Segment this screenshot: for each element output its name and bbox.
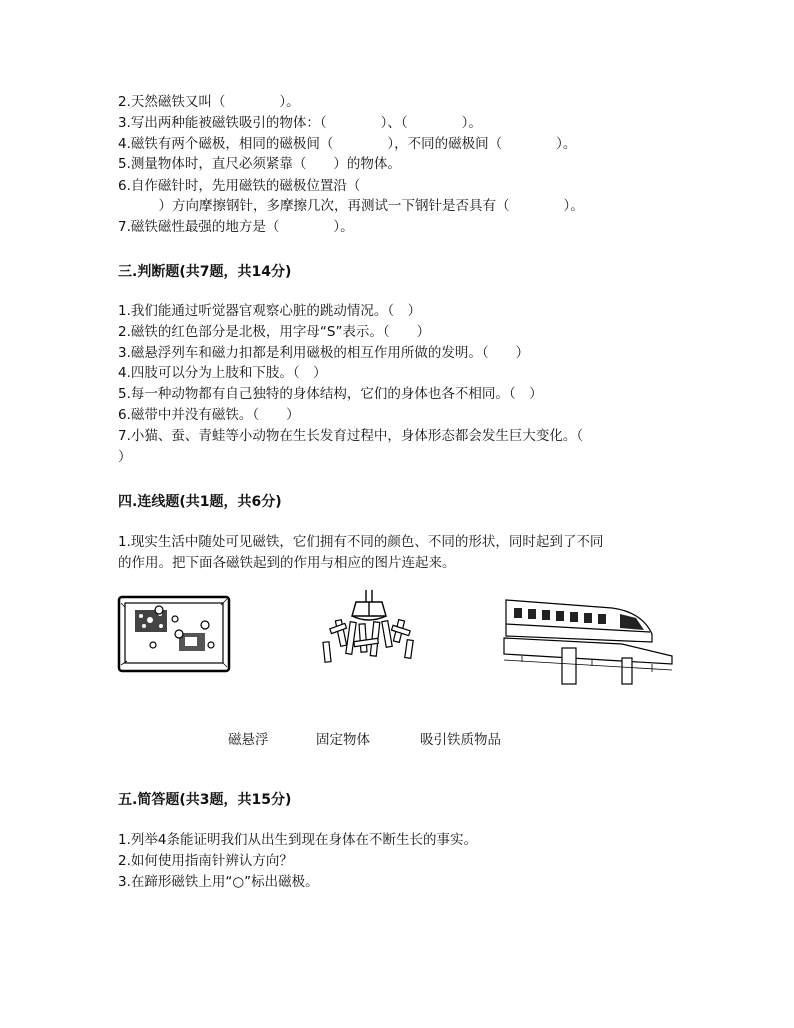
tf-question-4: 4.四肢可以分为上肢和下肢。（ ） — [118, 365, 327, 381]
question-5: 5.测量物体时，直尺必须紧靠（ ）的物体。 — [118, 156, 401, 172]
question-4: 4.磁铁有两个磁极，相同的磁极间（ ），不同的磁极间（ ）。 — [118, 136, 577, 152]
question-6-line-2: ）方向摩擦钢针，多摩擦几次，再测试一下钢针是否具有（ ）。 — [118, 198, 584, 214]
question-3: 3.写出两种能被磁铁吸引的物体：（ ）、（ ）。 — [118, 115, 482, 131]
matching-question-line-1: 1.现实生活中随处可见磁铁，它们拥有不同的颜色、不同的形状，同时起到了不同 — [118, 534, 604, 550]
short-question-2: 2.如何使用指南针辨认方向？ — [118, 853, 293, 869]
label-attract-iron: 吸引铁质物品 — [420, 732, 501, 748]
label-fix-objects: 固定物体 — [316, 732, 370, 748]
crane-magnet-image — [316, 588, 424, 672]
label-maglev: 磁悬浮 — [228, 732, 269, 748]
tf-question-7-line-2: ） — [118, 449, 132, 465]
tf-question-2: 2.磁铁的红色部分是北极，用字母“S”表示。（ ） — [118, 324, 431, 340]
tf-question-7-line-1: 7.小猫、蚕、青蛙等小动物在生长发育过程中，身体形态都会发生巨大变化。（ — [118, 428, 584, 444]
question-7: 7.磁铁磁性最强的地方是（ ）。 — [118, 219, 354, 235]
maglev-train-image — [502, 594, 674, 686]
short-question-1: 1.列举4条能证明我们从出生到现在身体在不断生长的事实。 — [118, 832, 477, 848]
tf-question-6: 6.磁带中并没有磁铁。（ ） — [118, 407, 300, 423]
section-4-heading: 四.连线题(共1题，共6分) — [118, 494, 282, 510]
tf-question-3: 3.磁悬浮列车和磁力扣都是利用磁极的相互作用所做的发明。（ ） — [118, 345, 530, 361]
section-3-heading: 三.判断题(共7题，共14分) — [118, 264, 292, 280]
question-6-line-1: 6.自作磁针时，先用磁铁的磁极位置沿（ — [118, 178, 361, 194]
tf-question-1: 1.我们能通过听觉器官观察心脏的跳动情况。（ ） — [118, 303, 422, 319]
short-question-3: 3.在蹄形磁铁上用“○”标出磁极。 — [118, 874, 319, 890]
section-5-heading: 五.简答题(共3题，共15分) — [118, 792, 292, 808]
question-2: 2.天然磁铁又叫（ ）。 — [118, 94, 300, 110]
matching-question-line-2: 的作用。把下面各磁铁起到的作用与相应的图片连起来。 — [118, 555, 456, 571]
tf-question-5: 5.每一种动物都有自己独特的身体结构，它们的身体也各不相同。（ ） — [118, 386, 543, 402]
whiteboard-magnets-image — [117, 595, 231, 673]
